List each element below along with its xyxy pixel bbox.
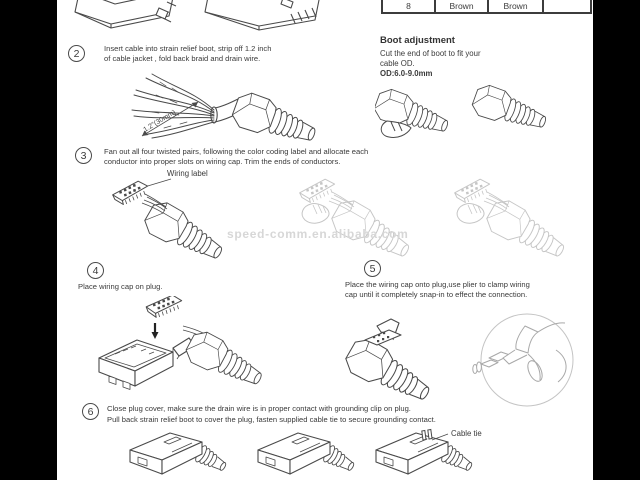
step4-text: Place wiring cap on plug. <box>78 282 163 291</box>
color-b: Brown <box>503 1 528 11</box>
step2-number <box>68 45 85 62</box>
letterbox-left <box>0 0 57 480</box>
hand-icon <box>302 203 329 223</box>
step6-illustration <box>112 426 552 480</box>
plug-with-cap-icon <box>111 179 229 268</box>
step5-illustration <box>329 308 593 410</box>
boot-adjustment-illustration <box>375 77 593 143</box>
wiring-cap-icon <box>145 296 184 319</box>
strip-length-dimension <box>142 102 198 136</box>
boot-adjustment-text <box>380 49 481 79</box>
step5-line1: Place the wiring cap onto plug,use plier to clamp wiring <box>345 280 530 289</box>
strip-length-label: 1.2"(30mm) <box>142 109 178 134</box>
step2-line2: of cable jacket , fold back braid and drain wire. <box>104 53 261 63</box>
wiring-label-callout: Wiring label <box>167 169 208 178</box>
step3-text <box>104 147 368 167</box>
hand-icon <box>457 203 484 223</box>
color-a: Brown <box>449 1 474 11</box>
boot-od-range: OD:6.0-9.0mm <box>380 68 433 78</box>
boot-adjustment-title: Boot adjustment <box>380 35 455 46</box>
step6-line1: Close plug cover, make sure the drain wire is in proper contact with grounding clip on plug. <box>107 404 411 413</box>
step4-illustration <box>85 296 285 408</box>
boot-adjustment-line2: cable OD. <box>380 58 415 68</box>
cable-tie-callout: Cable tie <box>451 429 482 438</box>
cable-curve-icon <box>556 350 566 382</box>
watermark: speed-comm.en.alibaba.com <box>227 227 409 241</box>
step3-line1: Fan out all four twisted pairs, following the color coding label and allocate each <box>104 147 369 156</box>
table-cell-empty <box>544 0 592 14</box>
cable-tie-leader-line <box>432 434 448 440</box>
open-plug-icon <box>99 338 195 390</box>
step4-number <box>87 262 104 279</box>
plug-top-view-icon <box>75 0 176 28</box>
step6-digit: 6 <box>87 405 94 418</box>
step2-line1: Insert cable into strain relief boot, strip off 1.2 inch <box>104 44 272 53</box>
step3-digit: 3 <box>80 149 87 162</box>
boot-cable-icon <box>182 327 268 394</box>
step2-illustration <box>112 64 412 156</box>
step3-illustration <box>97 178 593 268</box>
step3-line2: conductor into proper slots on wiring cap. Trim the ends of conductors. <box>104 156 341 166</box>
strain-relief-boot-icon <box>229 89 320 151</box>
boot-adjustment-line1: Cut the end of boot to fit your <box>380 49 481 58</box>
assembled-plug-icon <box>258 433 357 475</box>
pliers-detail-icon <box>473 314 573 406</box>
wiring-color-table <box>381 0 592 14</box>
step2-digit: 2 <box>73 47 80 60</box>
step4-digit: 4 <box>92 264 99 277</box>
step5-digit: 5 <box>369 262 376 275</box>
step2-text <box>104 44 271 64</box>
boot-icon <box>469 82 550 138</box>
step5-line2: cap until it completely snap-in to effect the connection. <box>345 289 528 299</box>
table-cell-color-a <box>436 0 489 14</box>
pin-number: 8 <box>406 1 411 11</box>
step5-number <box>364 260 381 277</box>
clamped-plug-icon <box>341 319 437 410</box>
letterbox-right <box>593 0 640 480</box>
step3-number <box>75 147 92 164</box>
step6-number <box>82 403 99 420</box>
assembled-plug-icon <box>130 433 229 475</box>
step6-line2: Pull back strain relief boot to cover the plug, fasten supplied cable tie to secure grounding contact. <box>107 415 436 424</box>
step6-text <box>107 403 436 425</box>
table-cell-pin <box>383 0 436 14</box>
plug-bottom-view-icon <box>205 0 321 30</box>
instruction-sheet <box>57 0 593 480</box>
step5-text <box>345 280 530 300</box>
table-cell-color-b <box>489 0 544 14</box>
